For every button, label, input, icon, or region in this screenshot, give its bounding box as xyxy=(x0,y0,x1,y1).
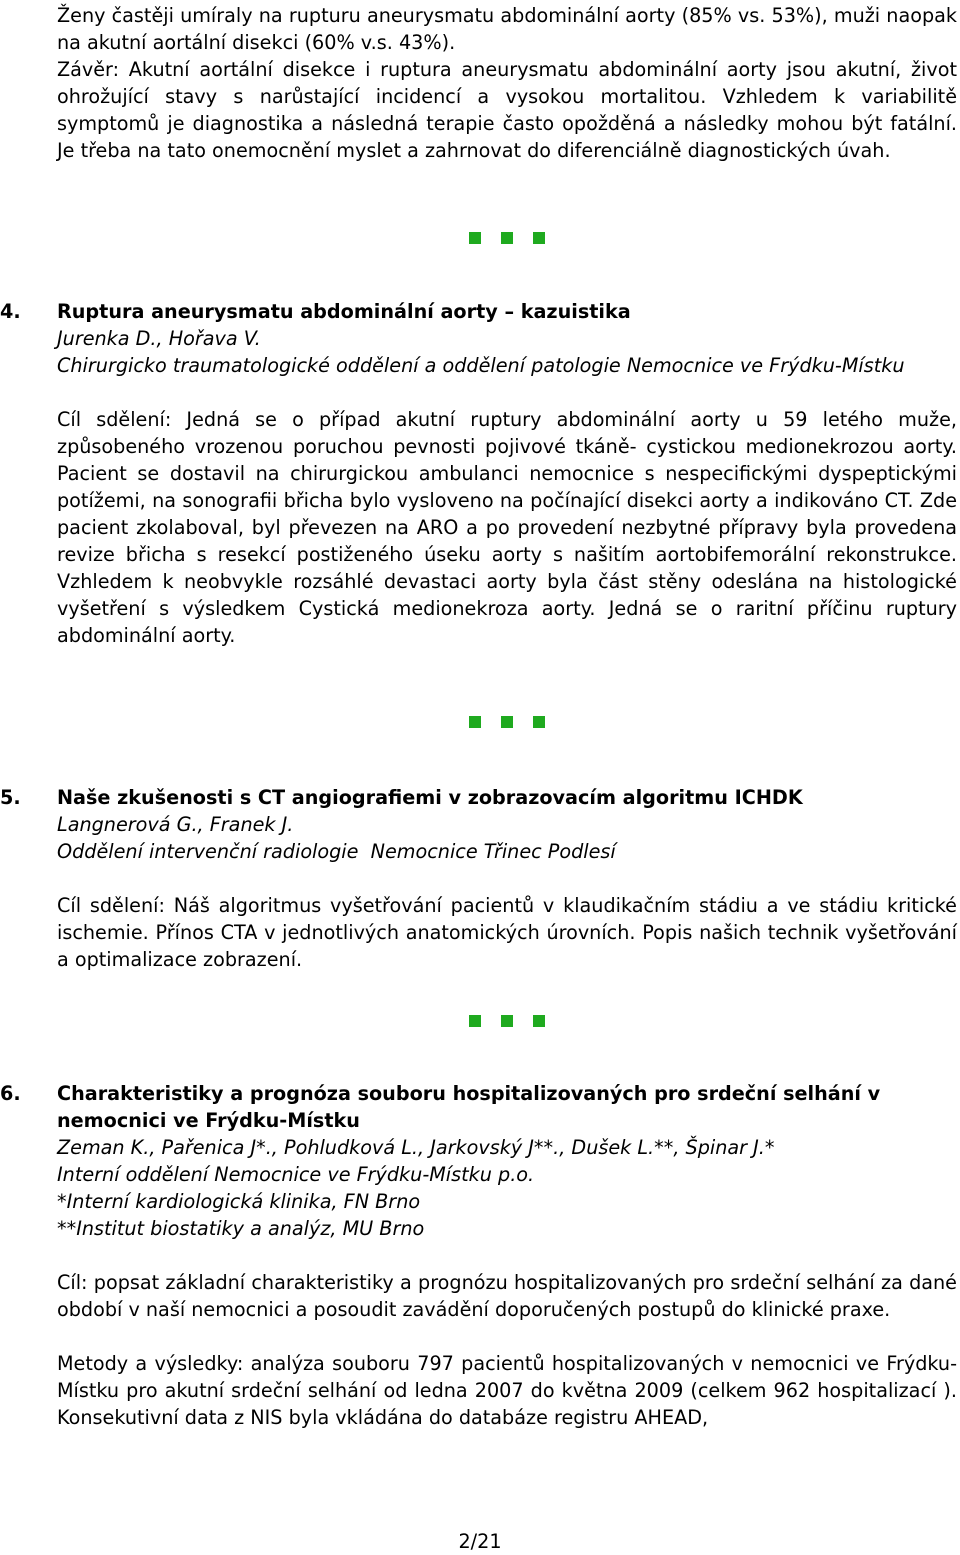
intro-paragraph-1: Ženy častěji umíraly na rupturu aneurysmatu abdominální aorty (85% vs. 53%), muži naopak na akutní aortální disekci (60% v.s. 43%). xyxy=(57,4,957,54)
section-heading xyxy=(0,298,957,325)
section-6 xyxy=(0,1080,957,1431)
section-affiliation: **Institut biostatiky a analýz, MU Brno xyxy=(57,1217,425,1240)
section-number: 6. xyxy=(0,1082,21,1105)
separator-square-icon xyxy=(533,232,545,244)
section-number: 4. xyxy=(0,300,21,323)
section-title: Naše zkušenosti s CT angiografiemi v zobrazovacím algoritmu ICHDK xyxy=(57,786,803,809)
section-5 xyxy=(0,784,957,973)
section-authors: Langnerová G., Franek J. xyxy=(57,813,294,836)
intro-paragraph-2: Závěr: Akutní aortální disekce i ruptura aneurysmatu abdominální aorty jsou akutní, život ohrožující stavy s narůstající incidencí a vysokou mortalitou. Vzhledem k variabilitě symptomů je diagnostika a následná terapie často opožděná a následky mohou být fatální. Je třeba na tato onemocnění myslet a zahrnovat do diferenciálně diagnostických úvah. xyxy=(57,58,957,162)
section-text: Cíl: popsat základní charakteristiky a prognózu hospitalizovaných pro srdeční selhání za dané období v naší nemocnici a posoudit zavádění doporučených postupů do klinické praxe. xyxy=(57,1271,957,1321)
section-affiliation: Chirurgicko traumatologické oddělení a oddělení patologie Nemocnice ve Frýdku-Místku xyxy=(57,354,905,377)
section-authors: Zeman K., Pařenica J*., Pohludková L., Jarkovský J**., Dušek L.**, Špinar J.* xyxy=(57,1136,775,1159)
separator-square-icon xyxy=(501,716,513,728)
section-4 xyxy=(0,298,957,649)
section-affiliation: *Interní kardiologická klinika, FN Brno xyxy=(57,1190,421,1213)
separator-square-icon xyxy=(469,716,481,728)
separator-square-icon xyxy=(533,716,545,728)
separator-square-icon xyxy=(501,232,513,244)
section-affiliation: Interní oddělení Nemocnice ve Frýdku-Místku p.o. xyxy=(57,1163,535,1186)
section-authors: Jurenka D., Hořava V. xyxy=(57,327,261,350)
section-affiliation: Oddělení intervenční radiologie Nemocnice Třinec Podlesí xyxy=(57,840,616,863)
section-heading xyxy=(0,784,957,811)
separator-square-icon xyxy=(501,1015,513,1027)
separator-square-icon xyxy=(469,232,481,244)
separator xyxy=(57,232,957,245)
section-number: 5. xyxy=(0,786,21,809)
separator xyxy=(57,1015,957,1028)
separator-square-icon xyxy=(469,1015,481,1027)
page-number: 2/21 xyxy=(458,1530,502,1553)
section-title: Ruptura aneurysmatu abdominální aorty – kazuistika xyxy=(57,300,631,323)
section-text: Metody a výsledky: analýza souboru 797 pacientů hospitalizovaných v nemocnici ve Frýdku-Místku pro akutní srdeční selhání od ledna 2007 do května 2009 (celkem 962 hospitalizací ). Konsekutivní data z NIS byla vkládána do databáze registru AHEAD, xyxy=(57,1352,957,1429)
section-text: Cíl sdělení: Jedná se o případ akutní ruptury abdominální aorty u 59 letého muže, způsobeného vrozenou poruchou pevnosti pojivové tkáně- cystickou medionekrozou aorty. Pacient se dostavil na chirurgickou ambulanci nemocnice s nespecifickými dyspeptickými potížemi, na sonografii břicha bylo vysloveno na počínající disekci aorty a indikováno CT. Zde pacient zkolaboval, byl převezen na ARO a po provedení nezbytné přípravy byla provedena revize břicha s resekcí postiženého úseku aorty s našitím aortobifemorální rekonstrukce. Vzhledem k neobvykle rozsáhlé devastaci aorty byla část stěny odeslána na histologické vyšetření s výsledkem Cystická medionekroza aorty. Jedná se o raritní příčinu ruptury abdominální aorty. xyxy=(57,408,957,647)
section-heading xyxy=(0,1080,957,1134)
section-title: Charakteristiky a prognóza souboru hospitalizovaných pro srdeční selhání v nemocnici ve Frýdku-Místku xyxy=(57,1082,881,1132)
separator xyxy=(57,716,957,729)
section-text: Cíl sdělení: Náš algoritmus vyšetřování pacientů v klaudikačním stádiu a ve stádiu kritické ischemie. Přínos CTA v jednotlivých anatomických úrovních. Popis našich technik vyšetřování a optimalizace zobrazení. xyxy=(57,894,957,971)
intro-block xyxy=(57,2,957,164)
separator-square-icon xyxy=(533,1015,545,1027)
